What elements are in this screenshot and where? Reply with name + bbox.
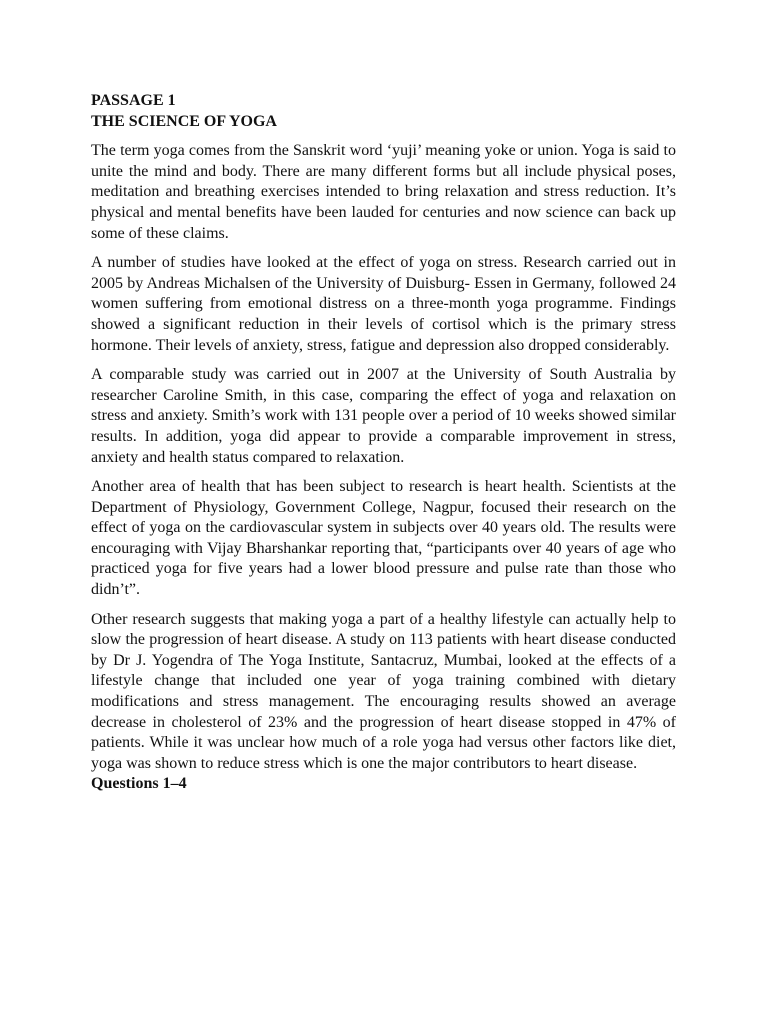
paragraph-5: Other research suggests that making yoga a part of a healthy lifestyle can actually help to slow the progression of heart disease. A study on 113 patients with heart disease conducted by Dr J. Yogendra of The Yoga Institute, Santacruz, Mumbai, looked at the effects of a lifestyle change that included one year of yoga training combined with dietary modifications and stress management. The encouraging results showed an average decrease in cholesterol of 23% and the progression of heart disease stopped in 47% of patients. While it was unclear how much of a role yoga had versus other factors like diet, yoga was shown to reduce stress which is one the major contributors to heart disease. <box>91 610 676 772</box>
paragraph-3: A comparable study was carried out in 2007 at the University of South Australia by researcher Caroline Smith, in this case, comparing the effect of yoga and relaxation on stress and anxiety. Smith’s work with 131 people over a period of 10 weeks showed similar results. In addition, yoga did appear to provide a comparable improvement in stress, anxiety and health status compared to relaxation. <box>91 366 676 466</box>
document-page <box>91 91 676 795</box>
questions-heading: Questions 1–4 <box>91 775 187 793</box>
paragraph-2: A number of studies have looked at the effect of yoga on stress. Research carried out in 2005 by Andreas Michalsen of the University of Duisburg- Essen in Germany, followed 24 women suffering from emotional distress on a three-month yoga programme. Findings showed a significant reduction in their levels of cortisol which is the primary stress hormone. Their levels of anxiety, stress, fatigue and depression also dropped considerably. <box>91 254 676 354</box>
passage-title: THE SCIENCE OF YOGA <box>91 112 277 130</box>
paragraph-4: Another area of health that has been subject to research is heart health. Scientists at the Department of Physiology, Government College, Nagpur, focused their research on the effect of yoga on the cardiovascular system in subjects over 40 years old. The results were encouraging with Vijay Bharshankar reporting that, “participants over 40 years of age who practiced yoga for five years had a lower blood pressure and pulse rate than those who didn’t”. <box>91 478 676 599</box>
passage-label: PASSAGE 1 <box>91 92 176 109</box>
paragraph-1: The term yoga comes from the Sanskrit word ‘yuji’ meaning yoke or union. Yoga is said to unite the mind and body. There are many different forms but all include physical poses, meditation and breathing exercises intended to bring relaxation and stress reduction. It’s physical and mental benefits have been lauded for centuries and now science can back up some of these claims. <box>91 142 676 242</box>
passage-header <box>91 91 676 132</box>
